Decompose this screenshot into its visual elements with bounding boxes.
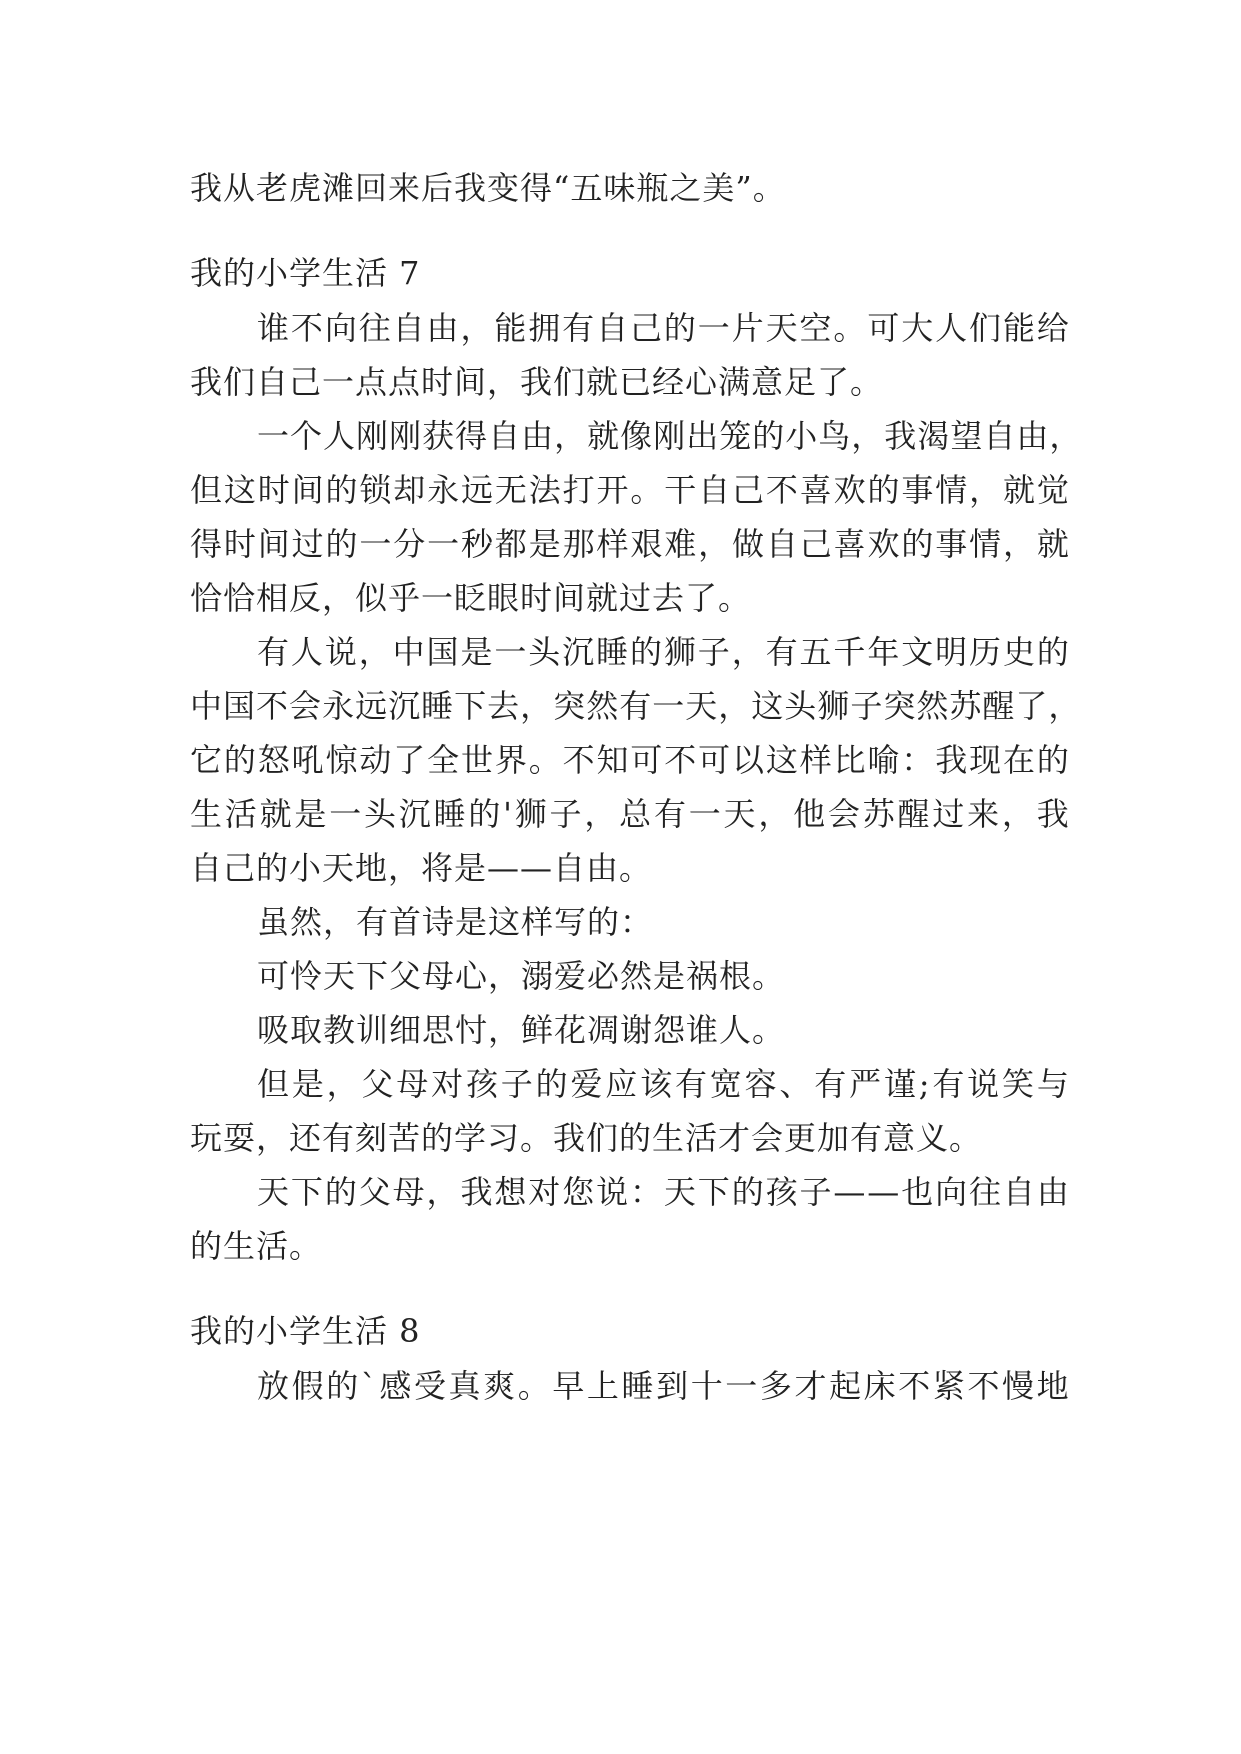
section-heading: 我的小学生活 7	[190, 254, 421, 292]
paragraph-line: 中 国 不 会 永 远 沉 睡 下 去 ， 突 然 有 一 天 ， 这 头 狮 子 突 然 苏 醒 了 ，	[190, 687, 1082, 725]
paragraph-line: 虽然，有首诗是这样写的：	[257, 903, 654, 941]
paragraph-line: 但 是 ， 父 母 对 孩 子 的 爱 应 该 有 宽 容 、 有 严 谨 ; 有 说 笑 与	[257, 1065, 1070, 1103]
paragraph-line: 的生活。	[190, 1227, 323, 1265]
paragraph-line: 有 人 说 ， 中 国 是 一 头 沉 睡 的 狮 子 ， 有 五 千 年 文 明 历 史 的	[257, 633, 1070, 671]
paragraph-line: 我们自己一点点时间，我们就已经心满意足了。	[190, 363, 884, 401]
section-heading: 我的小学生活 8	[190, 1312, 421, 1350]
paragraph-line: 得 时 间 过 的 一 分 一 秒 都 是 那 样 艰 难 ， 做 自 己 喜 欢 的 事 情 ， 就	[190, 525, 1070, 563]
poem-line: 吸取教训细思忖，鲜花凋谢怨谁人。	[257, 1011, 786, 1049]
paragraph-line: 它 的 怒 吼 惊 动 了 全 世 界 。 不 知 可 不 可 以 这 样 比 喻 ： 我 现 在 的	[190, 741, 1070, 779]
paragraph-line: 天 下 的 父 母 ， 我 想 对 您 说 ： 天 下 的 孩 子 — — 也 向 往 自 由	[257, 1173, 1070, 1211]
paragraph-line: 恰恰相反，似乎一眨眼时间就过去了。	[190, 579, 752, 617]
paragraph-line: 谁 不 向 往 自 由 ， 能 拥 有 自 己 的 一 片 天 空 。 可 大 人 们 能 给	[257, 309, 1070, 347]
paragraph-line: 自己的小天地，将是——自由。	[190, 849, 653, 887]
paragraph-line: 生 活 就 是 一 头 沉 睡 的 ' 狮 子 ， 总 有 一 天 ， 他 会 苏 醒 过 来 ， 我	[190, 795, 1070, 833]
paragraph-line: 玩耍，还有刻苦的学习。我们的生活才会更加有意义。	[190, 1119, 983, 1157]
paragraph-line: 放 假 的 ` 感 受 真 爽 。 早 上 睡 到 十 一 多 才 起 床 不 紧 不 慢 地	[257, 1367, 1070, 1405]
poem-line: 可怜天下父母心，溺爱必然是祸根。	[257, 957, 786, 995]
paragraph-line: 一 个 人 刚 刚 获 得 自 由 ， 就 像 刚 出 笼 的 小 鸟 ， 我 渴 望 自 由 ，	[257, 417, 1083, 455]
paragraph-line: 但 这 时 间 的 锁 却 永 远 无 法 打 开 。 干 自 己 不 喜 欢 的 事 情 ， 就 觉	[190, 471, 1070, 509]
paragraph-line: 我从老虎滩回来后我变得“五味瓶之美”。	[190, 169, 786, 207]
